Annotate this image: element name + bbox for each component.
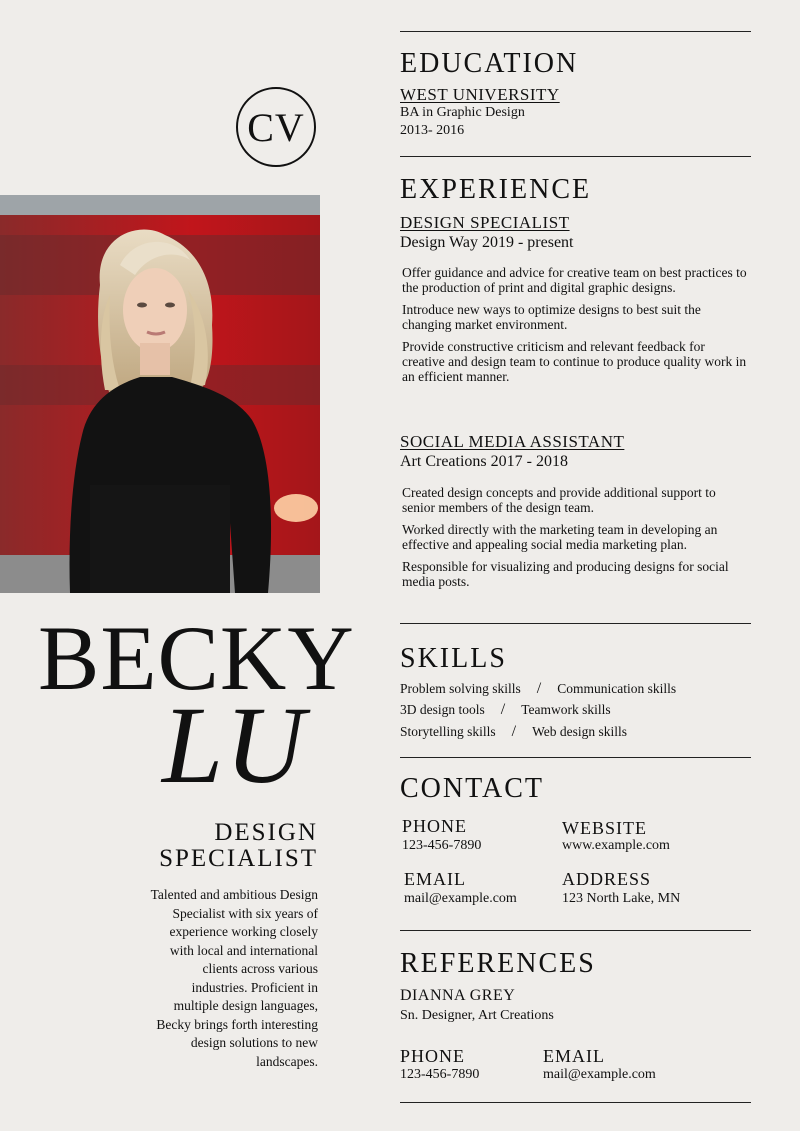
skill-item: Storytelling skills xyxy=(400,723,496,739)
job-description xyxy=(402,486,747,598)
skills-row xyxy=(400,721,676,743)
job-bullet: Created design concepts and provide additional support to senior members of the design team. xyxy=(402,485,716,515)
contact-website-label: WEBSITE xyxy=(562,818,647,838)
skill-item: Web design skills xyxy=(532,723,628,739)
divider xyxy=(400,930,751,931)
name-last: LU xyxy=(162,684,307,806)
job-company: Design Way 2019 - present xyxy=(400,234,574,251)
job-company: Art Creations 2017 - 2018 xyxy=(400,453,568,470)
divider xyxy=(400,757,751,758)
experience-heading: EXPERIENCE xyxy=(400,174,592,205)
divider xyxy=(400,1102,751,1103)
reference-phone-label: PHONE xyxy=(400,1046,466,1066)
contact-heading: CONTACT xyxy=(400,773,544,804)
skills-list xyxy=(400,678,676,743)
contact-email: mail@example.com xyxy=(404,891,517,906)
skill-item: Communication skills xyxy=(557,680,677,696)
bio-text: Talented and ambitious Design Specialist with six years of experience working closely with local and international clients across various industries. Proficient in multiple design languages, Becky brings forth interesting design solutions to new landscapes. xyxy=(150,887,318,1069)
job-title-line1: DESIGN xyxy=(214,819,318,846)
skill-item: Problem solving skills xyxy=(400,680,521,696)
skills-row xyxy=(400,678,676,700)
contact-email-label: EMAIL xyxy=(404,869,466,889)
skill-item: Teamwork skills xyxy=(521,702,611,718)
contact-website: www.example.com xyxy=(562,838,670,853)
job-description xyxy=(402,266,747,392)
reference-phone: 123-456-7890 xyxy=(400,1067,480,1082)
job-bullet: Offer guidance and advice for creative team on best practices to the production of print and digital graphic designs. xyxy=(402,265,747,295)
job-title-line2: SPECIALIST xyxy=(159,845,318,873)
cv-badge: CV xyxy=(236,87,316,167)
name-first: BECKY xyxy=(38,607,355,709)
job-role: DESIGN SPECIALIST xyxy=(400,213,570,232)
references-heading: REFERENCES xyxy=(400,948,596,979)
divider xyxy=(400,623,751,624)
job-bullet: Introduce new ways to optimize designs to best suit the changing market environment. xyxy=(402,302,701,332)
divider xyxy=(400,156,751,157)
education-years: 2013- 2016 xyxy=(400,123,465,138)
education-degree: BA in Graphic Design xyxy=(400,105,525,120)
reference-name: DIANNA GREY xyxy=(400,987,516,1004)
job-bullet: Worked directly with the marketing team in developing an effective and appealing social media marketing plan. xyxy=(402,522,718,552)
reference-email-label: EMAIL xyxy=(543,1046,605,1066)
contact-address: 123 North Lake, MN xyxy=(562,891,681,906)
contact-address-label: ADDRESS xyxy=(562,869,652,889)
skill-separator: / xyxy=(536,679,542,697)
contact-phone: 123-456-7890 xyxy=(402,838,482,853)
job-title xyxy=(159,820,318,873)
skill-separator: / xyxy=(500,701,506,719)
job-role: SOCIAL MEDIA ASSISTANT xyxy=(400,432,625,451)
contact-phone-label: PHONE xyxy=(402,816,468,836)
skills-row xyxy=(400,700,676,722)
reference-position: Sn. Designer, Art Creations xyxy=(400,1008,554,1023)
job-bullet: Provide constructive criticism and relevant feedback for creative and design team to continue to produce quality work in an efficient manner. xyxy=(402,339,747,384)
education-heading: EDUCATION xyxy=(400,48,579,79)
divider xyxy=(400,31,751,32)
job-bullet: Responsible for visualizing and producing designs for social media posts. xyxy=(402,559,729,589)
profile-photo xyxy=(0,195,320,593)
skill-separator: / xyxy=(511,722,517,740)
skills-heading: SKILLS xyxy=(400,643,507,674)
reference-email: mail@example.com xyxy=(543,1067,656,1082)
skill-item: 3D design tools xyxy=(400,702,485,718)
education-school: WEST UNIVERSITY xyxy=(400,85,560,104)
